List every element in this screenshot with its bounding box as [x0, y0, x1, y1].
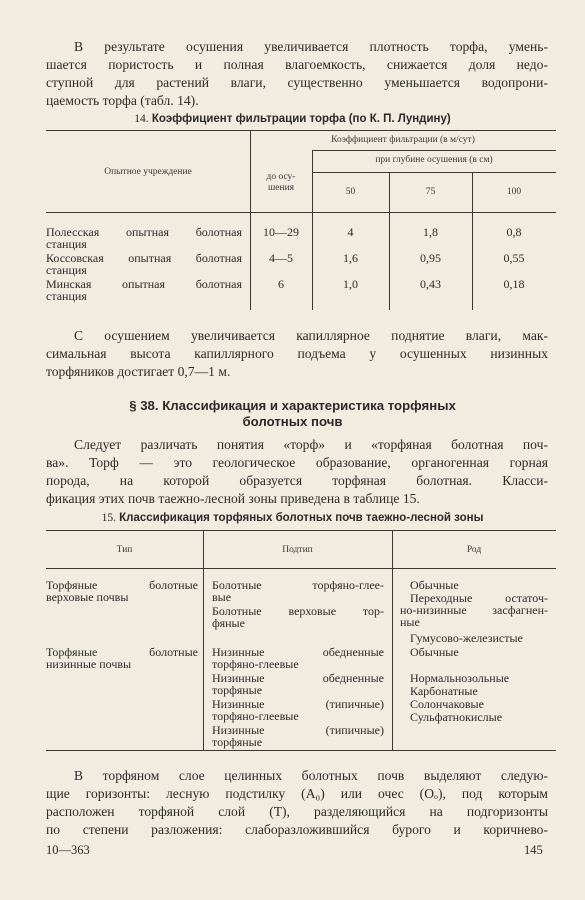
row-before: 6	[278, 277, 284, 291]
row-depth-100: 0,18	[503, 277, 525, 291]
genus-item: Солончаковые	[410, 697, 484, 711]
table-rule	[312, 172, 556, 173]
row-depth-75: 1,8	[423, 225, 438, 239]
table-rule	[46, 750, 556, 751]
page-number: 145	[524, 843, 543, 857]
genus-item: Переходные остаточ- но-низинные засфагнен- ные	[400, 591, 548, 629]
text-line: С осушением увеличивается капиллярное поднятие влаги, мак-	[74, 328, 548, 343]
table-rule	[203, 530, 204, 750]
row-institution: Полесская опытная болотная станция	[46, 225, 242, 251]
text-line: В торфяном слое целинных болотных почв выделяют следую-	[74, 768, 548, 783]
row-institution: Минская опытная болотная станция	[46, 277, 242, 303]
genus-item: Сульфатнокислые	[410, 710, 503, 724]
header-depth-75: 75	[425, 187, 436, 197]
section-heading: § 38. Классификация и характеристика торфяных болотных почв	[129, 398, 456, 429]
text-line: шается пористость и полная влагоемкость, снижается доля недо-	[46, 57, 548, 72]
text-line: ва». Торф — это геологическое образование, органогенная горная	[46, 455, 548, 470]
table-rule	[46, 530, 556, 531]
table-title: Коэффициент фильтрации торфа (по К. П. Лундину)	[151, 113, 451, 125]
table-rule	[46, 212, 556, 213]
header-before-drainage: до осу- шения	[266, 172, 296, 193]
paragraph-horizons	[46, 767, 548, 839]
header-subtype: Подтип	[282, 545, 313, 555]
row-depth-75: 0,43	[420, 277, 441, 291]
text-line: щие горизонты: лесную подстилку (A₀) или очес (Oₒ), под которым	[46, 786, 548, 801]
row-before: 4—5	[269, 251, 293, 265]
type-lowland: Торфяные болотные низинные почвы	[46, 645, 198, 671]
row-depth-100: 0,55	[503, 251, 525, 265]
genus-item: Обычные	[410, 645, 459, 659]
table-rule	[46, 130, 556, 131]
header-depth-50: 50	[345, 187, 356, 197]
genus-item: Гумусово-железистые	[410, 631, 523, 645]
subtype-item: Низинные обедненные торфяные	[212, 671, 384, 697]
table-15-caption	[0, 512, 585, 524]
row-before: 10—29	[263, 225, 299, 239]
header-type: Тип	[116, 545, 133, 555]
subtype-item: Болотные верховые тор- фяные	[212, 604, 384, 630]
subtype-item: Низинные (типичные) торфяно-глеевые	[212, 697, 384, 723]
table-number: 15.	[101, 512, 116, 524]
text-line: Следует различать понятия «торф» и «торфяная болотная поч-	[74, 437, 548, 452]
row-depth-50: 1,6	[343, 251, 358, 265]
subtype-item: Болотные торфяно-глее- вые	[212, 578, 384, 604]
text-line: симальная высота капиллярного подъема у осушенных низинных	[46, 346, 548, 361]
header-genus: Род	[466, 545, 482, 555]
genus-item: Обычные	[410, 578, 459, 592]
text-line: ступной для растений влаги, существенно уменьшается водопрони-	[46, 75, 548, 90]
table-rule	[392, 530, 393, 750]
text-line: порода, на которой образуется торфяная болотная. Класси-	[46, 473, 548, 488]
subtype-item: Низинные (типичные) торфяные	[212, 723, 384, 749]
text-line: по степени разложения: слаборазложившийся бурого и коричнево-	[46, 822, 548, 837]
row-depth-50: 1,0	[343, 277, 358, 291]
table-rule	[312, 150, 556, 151]
text-line: В результате осушения увеличивается плотность торфа, умень-	[74, 39, 548, 54]
text-line: расположен торфяной слой (T), разделяющийся на подгоризонты	[46, 804, 548, 819]
row-depth-50: 4	[347, 225, 354, 239]
genus-item: Карбонатные	[410, 684, 478, 698]
subtype-item: Низинные обедненные торфяно-глеевые	[212, 645, 384, 671]
row-institution: Коссовская опытная болотная станция	[46, 251, 242, 277]
header-institution: Опытное учреждение	[104, 167, 192, 177]
text-line: фикация этих почв таежно-лесной зоны приведена в таблице 15.	[46, 491, 420, 506]
table-14-caption	[0, 113, 585, 125]
paragraph-density	[46, 38, 548, 110]
row-depth-100: 0,8	[506, 225, 522, 239]
table-rule	[46, 568, 556, 569]
type-upland: Торфяные болотные верховые почвы	[46, 578, 198, 604]
header-coefficient: Коэффициент фильтрации (в м/сут)	[331, 135, 475, 145]
genus-item: Нормальнозольные	[410, 671, 510, 685]
paragraph-definition	[46, 436, 548, 508]
row-depth-75: 0,95	[420, 251, 441, 265]
paragraph-capillary	[46, 327, 548, 381]
header-depth: при глубине осушения (в см)	[375, 155, 493, 165]
text-line: торфяников достигает 0,7—1 м.	[46, 364, 231, 379]
printer-signature: 10—363	[46, 843, 90, 857]
text-line: цаемость торфа (табл. 14).	[46, 93, 199, 108]
header-depth-100: 100	[506, 187, 522, 197]
table-title: Классификация торфяных болотных почв таежно-лесной зоны	[119, 512, 484, 524]
table-number: 14.	[134, 113, 149, 125]
